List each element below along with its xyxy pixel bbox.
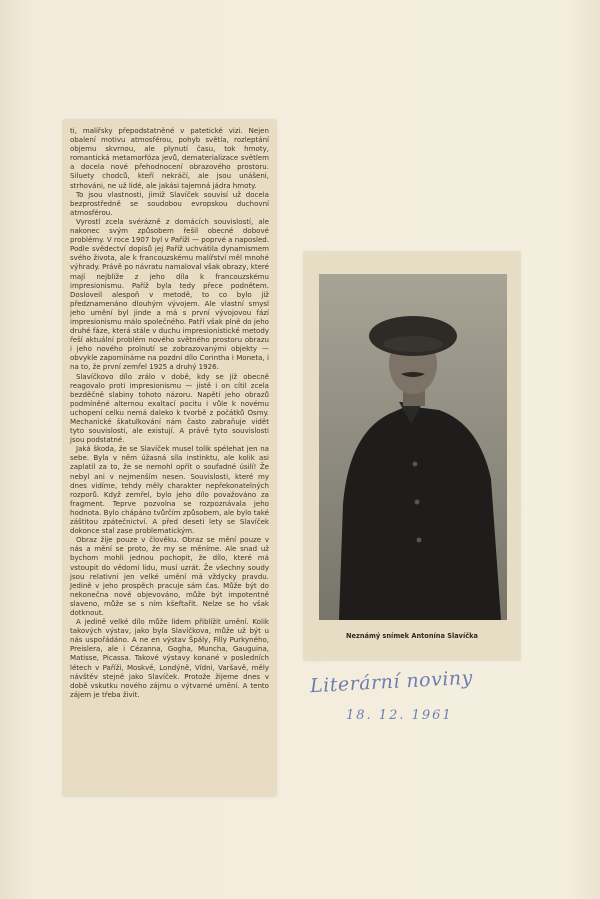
article-clipping [63, 120, 276, 796]
article-paragraph: To jsou vlastnosti, jimiž Slavíček souvisí už docela bezprostředně se soudobou evropskou duchovní atmosférou. [70, 189, 269, 217]
portrait-figure [319, 274, 507, 620]
photo-caption: Neznámý snímek Antonína Slavíčka [346, 632, 478, 640]
handwritten-source: Literární noviny [309, 666, 474, 698]
article-paragraph: ti, malířsky přepodstatněné v patetické vizi. Nejen obalení motivu atmosférou, pohyb světla, rozleptání objemu skvrnou, ale plynutí času, tok hmoty, romantická metamorfóza jevů, dematerializace světlem a docela nové přehodnocení obrazového prostoru. Siluety chodců, kteří nekráčí, ale jsou unášeni, strhováni, ne už lidé, ale jakási tajemná jádra hmoty. [70, 126, 269, 190]
article-paragraph: Slavíčkovo dílo zrálo v době, kdy se již obecně reagovalo proti impresionismu — jistě i on cítil zcela bezděčně slabiny tohoto názoru. Napětí jeho obrazů podmíněné alternou exaltací pocitu i vůle k novému uchopení celku nemá daleko k tvorbě z počátků Osmy. Mechanické škatulkování nám často zabraňuje vidět tyto souvislosti, ale existují. A právě tyto souvislosti jsou podstatné. [70, 371, 269, 445]
article-paragraph: Jaká škoda, že se Slavíček musel tolik spélehat jen na sebe. Byla v něm úžasná síla instinktu, ale kolik asi zaplatil za to, že se nemohl opřít o soufadné úsilí! Že nebyl ani v nejmenším nesen. Souvislosti, které my dnes vidíme, tehdy měly charakter nepřekonatelných rozporů. Když zemřel, bylo jeho dílo považováno za fragment. Teprve pozvolna se rozpoznávala jeho hodnota. Bylo chápáno tvůrčím způsobem, ale bylo také záštitou zpátečnictví. A před deseti lety se Slavíček dokonce stal zase problematickým. [70, 444, 269, 536]
article-paragraph: Obraz žije pouze v člověku. Obraz se mění pouze v nás a mění se proto, že my se měníme. Ale snad už bychom mohli jednou pochopit, že dílo, které má vstoupit do vědomí lidu, musí uzrát. Že všechny soudy jsou relativní jen velké umění má vždycky pravdu. Jedině v jeho prospěch pracuje sám čas. Může být do nekonečna nově objevováno, může být impotentně slaveno, může se s ním kšeftařit. Nelze se ho však dotknout. [70, 535, 269, 617]
handwritten-date: 18. 12. 1961 [346, 708, 453, 723]
article-paragraph: A jedině velké dílo může lidem přiblížit umění. Kolik takových výstav, jako byla Slavíčkova, může už být u nás uspořádáno. A ne en výstav Špály, Filly Purkyného, Preislera, ale i Cézanna, Gogha, Muncha, Gauguina, Matisse, Picassa. Takové výstavy konané v posledních létech v Paříži, Moskvě, Londýně, Vídni, Varšavě, měly návštěv stejně jako Slavíček. Protože žijeme dnes v době vskutku nového zájmu o výtvarné umění. A tento zájem je třeba živit. [70, 617, 269, 699]
portrait-photo [319, 274, 507, 620]
article-paragraph: Vyrostl zcela svérázně z domácích souvislostí, ale nakonec svým způsobem řešil obecné dobové problémy. V roce 1907 byl v Paříži — poprvé a naposled. Podle svědectví dopisů jej Paříž uchvátila dynamismem svého života, ale k francouzskému malířství měl mnohé výhrady. Právě po návratu namaloval však obrazy, které mají nejblíže z jeho díla k francouzskému impresionismu. Paříž byla tedy přece podnětem. Dosloveil alespoň v metodě, to co bylo již předznamenáno dlouhým vývojem. Ale vlastní smysl jeho umění byl jinde a má s první vývojovou fází impresionismu málo společného. Patří však plně do jeho druhé fáze, která stále v duchu impresionistické metody řeší aktuální problém nového světného prostoru obrazu i jeho nového prolnutí se zobrazovanými objekty — obvykle zapomínáme na pozdní dílo Corintha i Moneta, i na to, že první zemřel 1925 a druhý 1926. [70, 216, 269, 372]
photo-clipping [304, 252, 520, 660]
